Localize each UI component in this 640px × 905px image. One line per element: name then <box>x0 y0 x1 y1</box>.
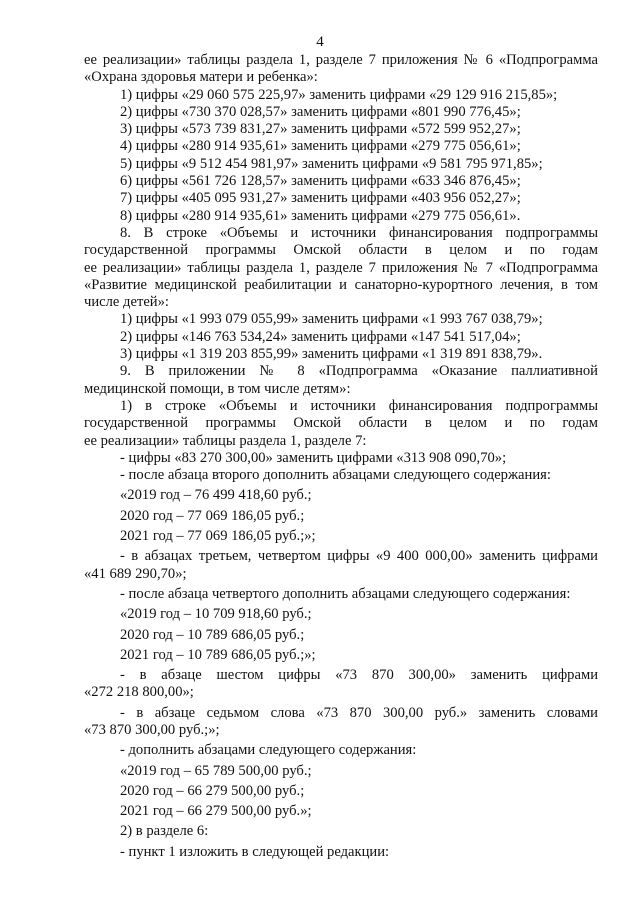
paragraph-line: 2021 год – 77 069 186,05 руб.;»; <box>120 528 316 545</box>
paragraph-line: - после абзаца четвертого дополнить абзацами следующего содержания: <box>120 585 571 602</box>
paragraph-line: 2020 год – 10 789 686,05 руб.; <box>120 626 305 643</box>
paragraph-line: государственной программы Омской области в целом и по годам <box>84 242 598 259</box>
paragraph-line: «41 689 290,70»; <box>84 565 187 582</box>
paragraph-line: медицинской помощи, в том числе детям»: <box>84 380 351 397</box>
paragraph-line: 8. В строке «Объемы и источники финансирования подпрограммы <box>120 224 598 241</box>
paragraph-line: - пункт 1 изложить в следующей редакции: <box>120 843 390 860</box>
paragraph-line: 2020 год – 77 069 186,05 руб.; <box>120 507 305 524</box>
paragraph-line: 1) в строке «Объемы и источники финансирования подпрограммы <box>120 397 598 414</box>
paragraph-line: 4) цифры «280 914 935,61» заменить цифрами «279 775 056,61»; <box>120 138 521 155</box>
paragraph-line: 1) цифры «29 060 575 225,97» заменить цифрами «29 129 916 215,85»; <box>120 86 558 103</box>
paragraph-line: «Развитие медицинской реабилитации и санаторно-курортного лечения, в том <box>84 276 598 293</box>
paragraph-line: «Охрана здоровья матери и ребенка»: <box>84 69 318 86</box>
paragraph-line: 3) цифры «573 739 831,27» заменить цифрами «572 599 952,27»; <box>120 121 521 138</box>
paragraph-line: «2019 год – 10 709 918,60 руб.; <box>120 606 312 623</box>
paragraph-line: - в абзаце шестом цифры «73 870 300,00» заменить цифрами <box>120 667 598 684</box>
paragraph-line: 3) цифры «1 319 203 855,99» заменить цифрами «1 319 891 838,79». <box>120 346 543 363</box>
page-number: 4 <box>316 34 324 50</box>
paragraph-line: ее реализации» таблицы раздела 1, разделе 7 приложения № 7 «Подпрограмма <box>84 259 598 276</box>
paragraph-line: 2) в разделе 6: <box>120 823 209 840</box>
paragraph-line: 2021 год – 10 789 686,05 руб.;»; <box>120 646 316 663</box>
paragraph-line: - дополнить абзацами следующего содержания: <box>120 742 417 759</box>
paragraph-line: «2019 год – 76 499 418,60 руб.; <box>120 487 312 504</box>
paragraph-line: - цифры «83 270 300,00» заменить цифрами «313 908 090,70»; <box>120 449 507 466</box>
paragraph-line: - в абзацах третьем, четвертом цифры «9 400 000,00» заменить цифрами <box>120 548 598 565</box>
paragraph-line: «272 218 800,00»; <box>84 684 194 701</box>
paragraph-line: «2019 год – 65 789 500,00 руб.; <box>120 762 312 779</box>
paragraph-line: «73 870 300,00 руб.;»; <box>84 721 220 738</box>
paragraph-line: 1) цифры «1 993 079 055,99» заменить цифрами «1 993 767 038,79»; <box>120 311 543 328</box>
paragraph-line: - в абзаце седьмом слова «73 870 300,00 руб.» заменить словами <box>120 704 598 721</box>
paragraph-line: 2) цифры «730 370 028,57» заменить цифрами «801 990 776,45»; <box>120 103 521 120</box>
paragraph-line: 7) цифры «405 095 931,27» заменить цифрами «403 956 052,27»; <box>120 190 521 207</box>
paragraph-line: числе детей»: <box>84 294 169 311</box>
paragraph-line: 2020 год – 66 279 500,00 руб.; <box>120 782 305 799</box>
paragraph-line: 2021 год – 66 279 500,00 руб.»; <box>120 803 312 820</box>
document-body <box>84 52 598 861</box>
paragraph-line: 5) цифры «9 512 454 981,97» заменить цифрами «9 581 795 971,85»; <box>120 155 543 172</box>
paragraph-line: - после абзаца второго дополнить абзацами следующего содержания: <box>120 467 551 484</box>
paragraph-line: 2) цифры «146 763 534,24» заменить цифрами «147 541 517,04»; <box>120 328 521 345</box>
paragraph-line: 8) цифры «280 914 935,61» заменить цифрами «279 775 056,61». <box>120 207 521 224</box>
paragraph-line: ее реализации» таблицы раздела 1, разделе 7: <box>84 432 367 449</box>
paragraph-line: 6) цифры «561 726 128,57» заменить цифрами «633 346 876,45»; <box>120 173 521 190</box>
paragraph-line: государственной программы Омской области в целом и по годам <box>84 415 598 432</box>
paragraph-line: 9. В приложении № 8 «Подпрограмма «Оказание паллиативной <box>120 363 598 380</box>
paragraph-line: ее реализации» таблицы раздела 1, разделе 7 приложения № 6 «Подпрограмма <box>84 52 598 68</box>
